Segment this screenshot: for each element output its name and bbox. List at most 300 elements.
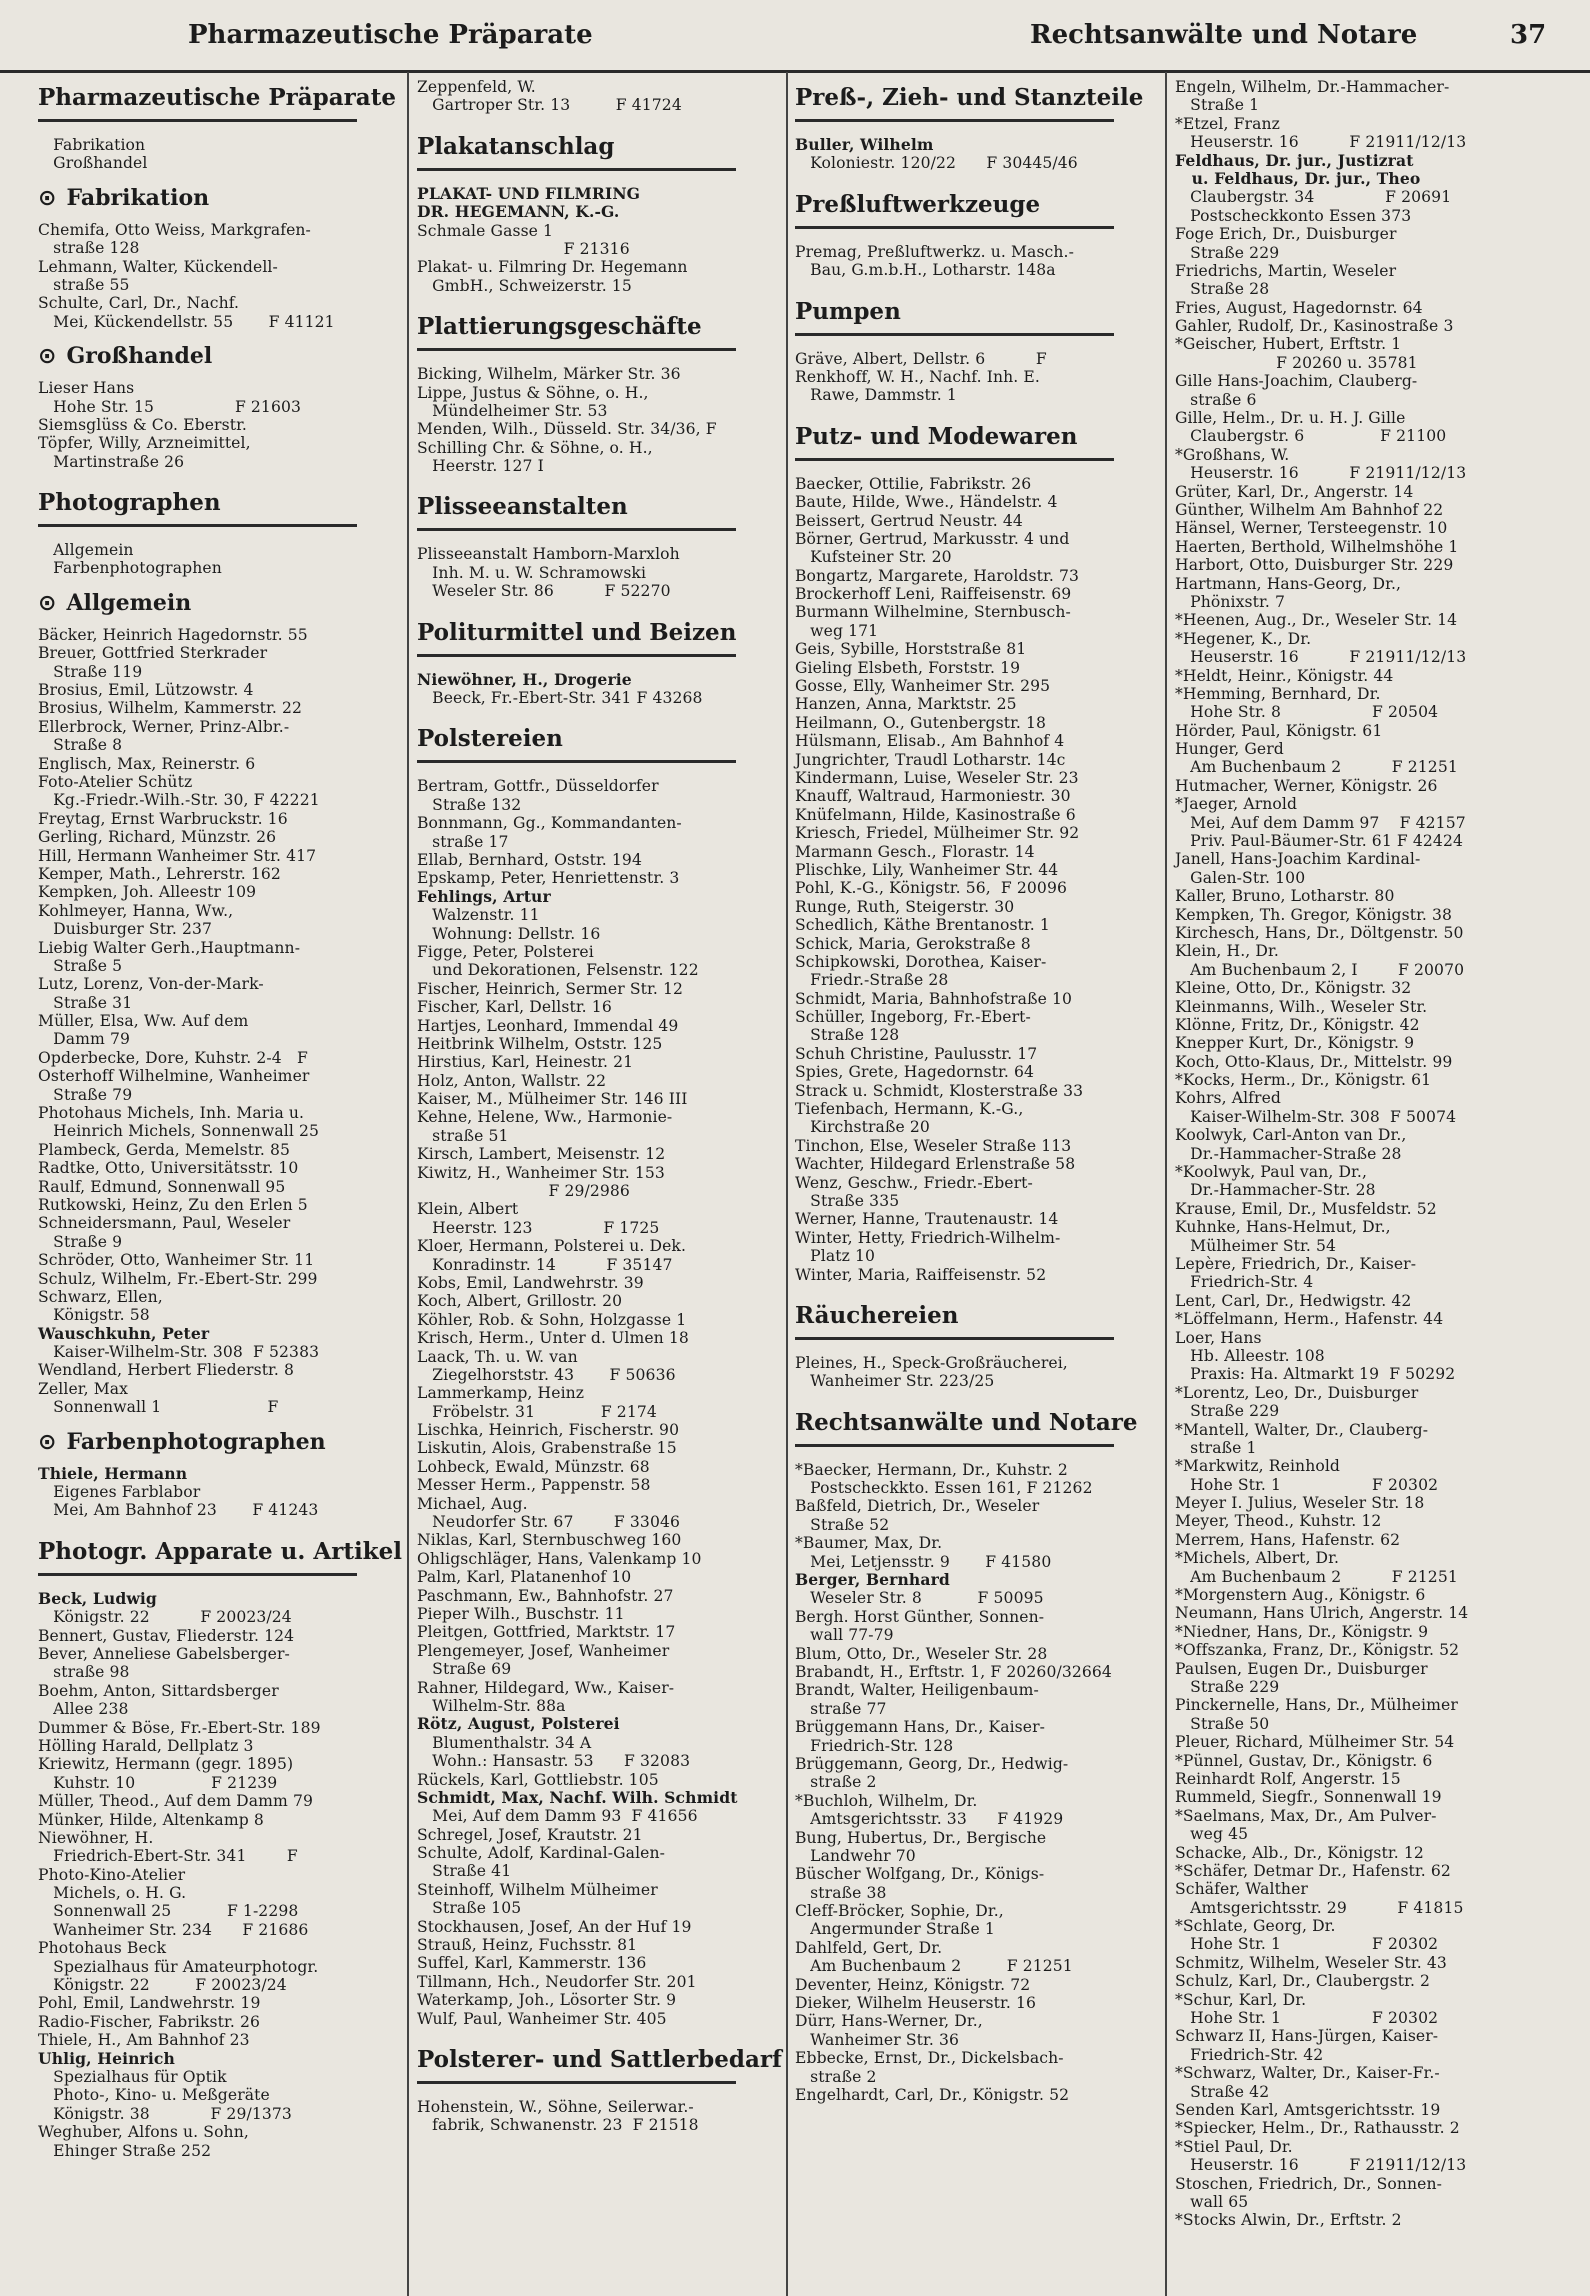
listing-line: Ellab, Bernhard, Oststr. 194 [417,850,642,869]
listing-line: Meyer, Theod., Kuhstr. 12 [1175,1512,1382,1531]
listing-line: Dahlfeld, Gert, Dr. [795,1938,943,1957]
section-heading: Photogr. Apparate u. Artikel [38,1538,357,1576]
listing-line: Köhler, Rob. & Sohn, Holzgasse 1 [417,1310,687,1329]
listing-line: Kempken, Th. Gregor, Königstr. 38 [1175,905,1453,924]
listing-line: Pieper Wilh., Buschstr. 11 [417,1605,625,1623]
listing-line: Baßfeld, Dietrich, Dr., Weseler [795,1497,1040,1516]
listing-line-bold: Thiele, Hermann [38,1463,188,1483]
listing-line: Postscheckkto. Essen 161, F 21262 [795,1479,1093,1498]
column-divider [407,72,409,2296]
listing-line: Münker, Hilde, Altenkamp 8 [38,1810,264,1829]
listing-line: F 21316 [417,239,630,258]
listing-line: Foto-Atelier Schütz [38,772,193,791]
listing-line: Straße 229 [1175,243,1280,262]
listing-line: Claubergstr. 6 F 21100 [1175,427,1447,446]
listing-line: Michael, Aug. [417,1494,528,1513]
section-heading: Plakatanschlag [417,133,736,171]
listing-line: Dr.-Hammacher-Straße 28 [1175,1144,1402,1163]
listing-line: Pleines, H., Speck-Großräucherei, [795,1353,1068,1372]
listing-line: Straße 105 [417,1899,522,1918]
listing-line: Schüller, Ingeborg, Fr.-Ebert- [795,1008,1031,1027]
listing-line: straße 17 [417,832,509,851]
listing-line: Töpfer, Willy, Arzneimittel, [38,434,251,453]
listing-line: Krause, Emil, Dr., Musfeldstr. 52 [1175,1199,1437,1218]
listing-line: Hartmann, Hans-Georg, Dr., [1175,574,1402,593]
listing-line: Hülsmann, Elisab., Am Bahnhof 4 [795,732,1065,751]
listing-line: Wenz, Geschw., Friedr.-Ebert- [795,1173,1033,1192]
listing-line: Reinhardt Rolf, Angerstr. 15 [1175,1769,1401,1788]
listing-line: straße 38 [795,1883,887,1902]
listing-line: Friedrich-Str. 4 [1175,1273,1314,1292]
subsection-heading [38,1429,400,1455]
listing-line: Heinrich Michels, Sonnenwall 25 [38,1122,320,1141]
listing-line: Baecker, Ottilie, Fabrikstr. 26 [795,474,1032,493]
listing-line: Kindermann, Luise, Weseler Str. 23 [795,768,1079,787]
listing-line: Am Buchenbaum 2 F 21251 [1175,1567,1458,1586]
listing-line: Niklas, Karl, Sternbuschweg 160 [417,1531,682,1550]
listing-line: Rawe, Dammstr. 1 [795,386,957,405]
listing-line-bold: DR. HEGEMANN, K.-G. [417,202,620,222]
listing-line: Rummeld, Siegfr., Sonnenwall 19 [1175,1788,1442,1807]
listing-line-bold: Niewöhner, H., Drogerie [417,669,632,689]
listing-line: *Geischer, Hubert, Erftstr. 1 [1175,335,1402,354]
listing-line: Galen-Str. 100 [1175,868,1306,887]
listing-line-bold: u. Feldhaus, Dr. jur., Theo [1175,168,1421,188]
listing-line: Photohaus Beck [38,1939,167,1958]
subsection-heading [38,343,400,369]
listing-line: Wilhelm-Str. 88a [417,1696,566,1715]
listing-line: Schacke, Alb., Dr., Königstr. 12 [1175,1843,1424,1862]
listing-line: Holz, Anton, Wallstr. 22 [417,1071,607,1090]
listing-line: Bäcker, Heinrich Hagedornstr. 55 [38,625,308,644]
listing-line: Kriewitz, Hermann (gegr. 1895) [38,1755,294,1774]
listing-line: Straße 50 [1175,1714,1270,1733]
listing-line: Lohbeck, Ewald, Münzstr. 68 [417,1457,650,1476]
listing-line: straße 6 [1175,390,1257,409]
listing-line: Liskutin, Alois, Grabenstraße 15 [417,1439,677,1458]
listing-line: *Michels, Albert, Dr. [1175,1549,1340,1568]
listing-line: Straße 69 [417,1660,512,1679]
listing-line: Hohe Str. 1 F 20302 [1175,2009,1439,2028]
listing-line: *Niedner, Hans, Dr., Königstr. 9 [1175,1622,1429,1641]
circle-bullet-icon: ⊙ [38,590,57,616]
listing-line: Wanheimer Str. 234 F 21686 [38,1920,309,1939]
listing-line: *Hegener, K., Dr. [1175,629,1312,648]
listing-line: Zeppenfeld, W. [417,78,536,96]
section-heading: Polstereien [417,725,736,763]
listing-line: F 29/2986 [417,1182,630,1201]
listing-line: Lepère, Friedrich, Dr., Kaiser- [1175,1255,1417,1273]
listing-line: Schedlich, Käthe Brentanostr. 1 [795,916,1050,935]
listing-line: Rahner, Hildegard, Ww., Kaiser- [417,1678,675,1697]
listing-line: Neumann, Hans Ulrich, Angerstr. 14 [1175,1604,1469,1623]
listing-line: Hohenstein, W., Söhne, Seilerwar.- [417,2097,694,2116]
listing-line: Weseler Str. 8 F 50095 [795,1589,1044,1608]
listing-line: Börner, Gertrud, Markusstr. 4 und [795,529,1070,548]
listing-line: Strack u. Schmidt, Klosterstraße 33 [795,1081,1084,1100]
listing-line: Am Buchenbaum 2, I F 20070 [1175,960,1465,979]
listing-line: *Hemming, Bernhard, Dr. [1175,684,1381,703]
listing-line: Figge, Peter, Polsterei [417,942,594,961]
listing-line: Brandt, Walter, Heiligenbaum- [795,1681,1039,1700]
listing-line: Mei, Auf dem Damm 97 F 42157 [1175,813,1466,832]
listing-line: Renkhoff, W. H., Nachf. Inh. E. [795,367,1040,386]
listing-line: Koloniestr. 120/22 F 30445/46 [795,154,1078,173]
listing-line: *Offszanka, Franz, Dr., Königstr. 52 [1175,1641,1460,1660]
listing-line: Tiefenbach, Hermann, K.-G., [795,1100,1024,1119]
listing-line: F 20260 u. 35781 [1175,353,1418,372]
listing-line: Hirstius, Karl, Heinestr. 21 [417,1053,634,1072]
listing-line: Kirchesch, Hans, Dr., Döltgenstr. 50 [1175,923,1464,942]
listing-line: Kleinmanns, Wilh., Weseler Str. [1175,997,1428,1016]
listing-line: Gerling, Richard, Münzstr. 26 [38,828,277,847]
listing-line: *Mantell, Walter, Dr., Clauberg- [1175,1420,1429,1439]
listing-line: Großhandel [38,154,148,173]
listing-line: Niewöhner, H. [38,1828,154,1847]
listing-line: Fischer, Heinrich, Sermer Str. 12 [417,979,683,998]
listing-line: Schäfer, Walther [1175,1880,1308,1899]
subsection-heading [38,185,400,211]
listing-line: Heitbrink Wilhelm, Oststr. 125 [417,1034,663,1053]
listing-line: Heuserstr. 16 F 21911/12/13 [1175,648,1467,667]
section-heading: Polsterer- und Sattlerbedarf [417,2046,736,2084]
listing-line: Am Buchenbaum 2 F 21251 [1175,758,1458,777]
section-heading: Plisseeanstalten [417,493,736,531]
listing-line: Bever, Anneliese Gabelsberger- [38,1645,290,1663]
listing-line: Farbenphotographen [38,559,222,578]
listing-line: Friedrich-Str. 42 [1175,2045,1324,2064]
listing-line: Hanzen, Anna, Marktstr. 25 [795,695,1017,714]
section-heading: Plattierungsgeschäfte [417,313,736,351]
listing-line: straße 55 [38,275,130,294]
listing-line: Königstr. 58 [38,1306,150,1325]
listing-line: wall 77-79 [795,1626,894,1645]
listing-line: *Pünnel, Gustav, Dr., Königstr. 6 [1175,1751,1433,1770]
listing-line: Photohaus Michels, Inh. Maria u. [38,1104,305,1123]
listing-line: Kobs, Emil, Landwehrstr. 39 [417,1273,644,1292]
listing-line: Heerstr. 123 F 1725 [417,1218,660,1237]
listing-line: Kleine, Otto, Dr., Königstr. 32 [1175,979,1412,998]
listing-line: Blumenthalstr. 34 A [417,1733,592,1752]
listing-line: Friedr.-Straße 28 [795,971,949,990]
running-header [0,0,1590,73]
listing-line: Lieser Hans [38,379,135,398]
listing-line: Knauff, Waltraud, Harmoniestr. 30 [795,787,1071,806]
listing-line: Kriesch, Friedel, Mülheimer Str. 92 [795,824,1080,843]
listing-line: *Stocks Alwin, Dr., Erftstr. 2 [1175,2211,1402,2230]
listing-line: Strauß, Heinz, Fuchsstr. 81 [417,1936,638,1955]
listing-line: Eigenes Farblabor [38,1483,201,1502]
listing-line: Plambeck, Gerda, Memelstr. 85 [38,1140,291,1159]
listing-line: Gieling Elsbeth, Forststr. 19 [795,658,1021,677]
listing-line: Steinhoff, Wilhelm Mülheimer [417,1880,658,1899]
listing-line: Bung, Hubertus, Dr., Bergische [795,1828,1047,1847]
listing-line: *Heenen, Aug., Dr., Weseler Str. 14 [1175,611,1458,630]
listing-line: Schulte, Carl, Dr., Nachf. [38,294,240,313]
listing-line: Schwarz, Ellen, [38,1287,163,1306]
listing-line: Boehm, Anton, Sittardsberger [38,1681,279,1700]
section-heading: Preßluftwerkzeuge [795,191,1114,229]
listing-line: Kirchstraße 20 [795,1118,930,1137]
listing-line: Brosius, Wilhelm, Kammerstr. 22 [38,699,303,718]
listing-line: Beeck, Fr.-Ebert-Str. 341 F 43268 [417,689,703,708]
listing-line: *Löffelmann, Herm., Hafenstr. 44 [1175,1310,1444,1329]
listing-line: Englisch, Max, Reinerstr. 6 [38,754,256,773]
listing-line: Brockerhoff Leni, Raiffeisenstr. 69 [795,585,1072,604]
listing-line: Schick, Maria, Gerokstraße 8 [795,934,1031,953]
listing-line: Mei, Auf dem Damm 93 F 41656 [417,1807,698,1826]
listing-line: Schneidersmann, Paul, Weseler [38,1214,291,1233]
listing-line: Heuserstr. 16 F 21911/12/13 [1175,133,1467,152]
listing-line: Pleuer, Richard, Mülheimer Str. 54 [1175,1733,1455,1752]
listing-line: Dieker, Wilhelm Heuserstr. 16 [795,1994,1036,2013]
listing-line: Mülheimer Str. 54 [1175,1236,1336,1255]
directory-column-1 [38,78,400,2160]
listing-line: *Morgenstern Aug., Königstr. 6 [1175,1586,1426,1605]
listing-line: Ellerbrock, Werner, Prinz-Albr.- [38,717,290,736]
section-heading: Pumpen [795,298,1114,336]
listing-line: Hill, Hermann Wanheimer Str. 417 [38,846,317,865]
listing-line: Friedrich-Str. 128 [795,1736,954,1755]
header-left-title: Pharmazeutische Präparate [188,20,593,50]
listing-line: Weghuber, Alfons u. Sohn, [38,2123,249,2142]
listing-line: Wanheimer Str. 223/25 [795,1372,995,1391]
listing-line: Lehmann, Walter, Kückendell- [38,257,278,276]
listing-line: weg 171 [795,621,879,640]
listing-line: *Buchloh, Wilhelm, Dr. [795,1791,978,1810]
listing-line: Lippe, Justus & Söhne, o. H., [417,383,649,402]
listing-line: Schulz, Wilhelm, Fr.-Ebert-Str. 299 [38,1269,318,1288]
listing-line: Kehne, Helene, Ww., Harmonie- [417,1108,673,1127]
listing-line: Straße 5 [38,956,123,975]
listing-line: Waterkamp, Joh., Lösorter Str. 9 [417,1991,677,2010]
circle-bullet-icon: ⊙ [38,185,57,211]
listing-line: Schröder, Otto, Wanheimer Str. 11 [38,1251,315,1270]
listing-line: Kaller, Bruno, Lotharstr. 80 [1175,887,1395,906]
listing-line-bold: Beck, Ludwig [38,1588,157,1608]
listing-line: *Kocks, Herm., Dr., Königstr. 61 [1175,1071,1432,1090]
listing-line: Fischer, Karl, Dellstr. 16 [417,998,612,1017]
listing-line: Radtke, Otto, Universitätsstr. 10 [38,1159,299,1178]
listing-line: Lischka, Heinrich, Fischerstr. 90 [417,1421,680,1440]
listing-line: Stockhausen, Josef, An der Huf 19 [417,1917,692,1936]
listing-line-bold: Fehlings, Artur [417,886,551,906]
listing-line: Senden Karl, Amtsgerichtsstr. 19 [1175,2100,1441,2119]
listing-line: Amtsgerichtsstr. 33 F 41929 [795,1810,1064,1829]
listing-line: *Spiecker, Helm., Dr., Rathausstr. 2 [1175,2119,1460,2138]
listing-line: Straße 132 [417,795,522,814]
listing-line: Allgemein [38,541,134,560]
listing-line: Sonnenwall 1 F [38,1398,279,1417]
listing-line: Grüter, Karl, Dr., Angerstr. 14 [1175,482,1414,501]
listing-line: Wulf, Paul, Wanheimer Str. 405 [417,2009,667,2028]
listing-line: Günther, Wilhelm Am Bahnhof 22 [1175,500,1444,519]
listing-line: Thiele, H., Am Bahnhof 23 [38,2031,250,2050]
listing-line: *Baecker, Hermann, Dr., Kuhstr. 2 [795,1460,1068,1479]
listing-line: Stoschen, Friedrich, Dr., Sonnen- [1175,2174,1443,2193]
listing-line: Gille, Helm., Dr. u. H. J. Gille [1175,409,1406,428]
column-divider [1165,72,1167,2296]
listing-line: Weseler Str. 86 F 52270 [417,582,671,601]
section-heading: Preß-, Zieh- und Stanzteile [795,84,1114,122]
listing-line: Neudorfer Str. 67 F 33046 [417,1513,681,1532]
listing-line: Osterhoff Wilhelmine, Wanheimer [38,1067,310,1086]
listing-line: Gahler, Rudolf, Dr., Kasinostraße 3 [1175,317,1454,336]
listing-line: Heilmann, O., Gutenbergstr. 18 [795,713,1047,732]
listing-line: Martinstraße 26 [38,452,185,471]
listing-line: Klein, H., Dr. [1175,942,1279,961]
listing-line-bold: Rötz, August, Polsterei [417,1714,620,1734]
listing-line: Paschmann, Ew., Bahnhofstr. 27 [417,1586,674,1605]
listing-line: Klönne, Fritz, Dr., Königstr. 42 [1175,1015,1420,1034]
listing-line: fabrik, Schwanenstr. 23 F 21518 [417,2116,699,2135]
listing-line: Heuserstr. 16 F 21911/12/13 [1175,2156,1467,2175]
listing-line: Menden, Wilh., Düsseld. Str. 34/36, F [417,420,717,439]
listing-line: Hb. Alleestr. 108 [1175,1346,1325,1365]
listing-line: Mündelheimer Str. 53 [417,401,608,420]
section-heading: Photographen [38,489,357,527]
listing-line: Schmidt, Maria, Bahnhofstraße 10 [795,989,1073,1008]
listing-line: Premag, Preßluftwerkz. u. Masch.- [795,242,1074,261]
listing-line: Straße 229 [1175,1677,1280,1696]
listing-line: Epskamp, Peter, Henriettenstr. 3 [417,869,680,888]
directory-column-4 [1175,78,1565,2230]
listing-line: Engeln, Wilhelm, Dr.-Hammacher- [1175,78,1450,96]
listing-line: Friedrich-Ebert-Str. 341 F [38,1847,298,1866]
listing-line: Pohl, Emil, Landwehrstr. 19 [38,1994,261,2013]
listing-line: Loer, Hans [1175,1328,1262,1347]
listing-line: Knüfelmann, Hilde, Kasinostraße 6 [795,805,1076,824]
listing-line: Bertram, Gottfr., Düsseldorfer [417,777,659,796]
listing-line: Landwehr 70 [795,1846,916,1865]
listing-line: Gosse, Elly, Wanheimer Str. 295 [795,677,1051,696]
listing-line: Straße 9 [38,1232,123,1251]
listing-line: straße 2 [795,1773,877,1792]
listing-line: Bonnmann, Gg., Kommandanten- [417,814,682,833]
listing-line: Claubergstr. 34 F 20691 [1175,188,1452,207]
listing-line: Deventer, Heinz, Königstr. 72 [795,1975,1031,1994]
listing-line: Müller, Elsa, Ww. Auf dem [38,1012,249,1031]
listing-line: Lent, Carl, Dr., Hedwigstr. 42 [1175,1291,1412,1310]
subsection-label: Großhandel [66,343,213,370]
listing-line: Straße 8 [38,736,123,755]
listing-line-bold: Feldhaus, Dr. jur., Justizrat [1175,150,1414,170]
listing-line: Kohlmeyer, Hanna, Ww., [38,901,234,920]
subsection-heading [38,590,400,616]
listing-line: Dürr, Hans-Werner, Dr., [795,2012,983,2031]
listing-line: Photo-Kino-Atelier [38,1865,186,1884]
listing-line: Schregel, Josef, Krautstr. 21 [417,1825,643,1844]
listing-line: Brüggemann Hans, Dr., Kaiser- [795,1718,1046,1737]
listing-line: Pohl, K.-G., Königstr. 56, F 20096 [795,879,1067,898]
listing-line-bold: Wauschkuhn, Peter [38,1323,210,1343]
listing-line: Siemsglüss & Co. Eberstr. [38,415,247,434]
directory-column-3 [795,78,1157,2104]
listing-line: Brabandt, H., Erftstr. 1, F 20260/32664 [795,1663,1112,1681]
listing-line: Liebig Walter Gerh.,Hauptmann- [38,938,301,957]
listing-line: Ebbecke, Ernst, Dr., Dickelsbach- [795,2049,1064,2068]
listing-line: Kaiser, M., Mülheimer Str. 146 III [417,1090,688,1109]
listing-line: GmbH., Schweizerstr. 15 [417,276,632,295]
section-heading: Pharmazeutische Präparate [38,84,357,122]
page-number: 37 [1510,20,1547,50]
listing-line: Plischke, Lily, Wanheimer Str. 44 [795,860,1059,879]
listing-line: *Koolwyk, Paul van, Dr., [1175,1163,1368,1182]
listing-line: Kufsteiner Str. 20 [795,548,952,567]
listing-line: Brüggemann, Georg, Dr., Hedwig- [795,1754,1069,1773]
listing-line: Am Buchenbaum 2 F 21251 [795,1957,1073,1976]
listing-line: *Jaeger, Arnold [1175,795,1298,814]
subsection-label: Fabrikation [66,184,210,211]
listing-line: Wendland, Herbert Fliederstr. 8 [38,1361,295,1380]
listing-line: Damm 79 [38,1030,131,1049]
listing-line: Spezialhaus für Optik [38,2067,227,2086]
listing-line: Koch, Otto-Klaus, Dr., Mittelstr. 99 [1175,1052,1453,1071]
listing-line: Allee 238 [38,1700,129,1719]
listing-line: Bergh. Horst Günther, Sonnen- [795,1607,1045,1626]
column-divider [786,72,788,2296]
listing-line: Wanheimer Str. 36 [795,2030,960,2049]
listing-line: Bongartz, Margarete, Haroldstr. 73 [795,566,1079,585]
listing-line: Straße 42 [1175,2082,1270,2101]
listing-line: Schmale Gasse 1 [417,221,554,240]
listing-line: *Schwarz, Walter, Dr., Kaiser-Fr.- [1175,2064,1440,2083]
listing-line: Merrem, Hans, Hafenstr. 62 [1175,1530,1401,1549]
listing-line: Schulz, Karl, Dr., Claubergstr. 2 [1175,1972,1431,1991]
listing-line: straße 128 [38,239,140,258]
listing-line: Angermunder Straße 1 [795,1920,995,1939]
section-heading: Putz- und Modewaren [795,423,1114,461]
section-heading: Politurmittel und Beizen [417,619,736,657]
listing-line: Michels, o. H. G. [38,1884,187,1903]
listing-line: Dummer & Böse, Fr.-Ebert-Str. 189 [38,1718,321,1737]
listing-line: *Etzel, Franz [1175,114,1280,133]
listing-line: Suffel, Karl, Kammerstr. 136 [417,1954,647,1973]
listing-line: Kg.-Friedr.-Wilh.-Str. 30, F 42221 [38,791,320,810]
listing-line: Schwarz II, Hans-Jürgen, Kaiser- [1175,2027,1439,2046]
listing-line: Mei, Am Bahnhof 23 F 41243 [38,1501,319,1520]
listing-line: Postscheckkonto Essen 373 [1175,206,1412,225]
listing-line: Straße 229 [1175,1402,1280,1421]
listing-line: *Markwitz, Reinhold [1175,1457,1340,1476]
listing-line-bold: Schmidt, Max, Nachf. Wilh. Schmidt [417,1787,738,1807]
listing-line: Schuh Christine, Paulusstr. 17 [795,1044,1038,1063]
listing-line: Winter, Maria, Raiffeisenstr. 52 [795,1265,1047,1284]
circle-bullet-icon: ⊙ [38,1429,57,1455]
listing-line: *Schäfer, Detmar Dr., Hafenstr. 62 [1175,1861,1451,1880]
listing-line: Spezialhaus für Amateurphotogr. [38,1957,319,1976]
listing-line: Zeller, Max [38,1379,129,1398]
listing-line: Bicking, Wilhelm, Märker Str. 36 [417,365,681,384]
listing-line: Koch, Albert, Grillostr. 20 [417,1292,623,1311]
listing-line: Schilling Chr. & Söhne, o. H., [417,438,653,457]
listing-line: Engelhardt, Carl, Dr., Königstr. 52 [795,2085,1070,2104]
listing-line: *Baumer, Max, Dr. [795,1534,943,1553]
listing-line: Hölling Harald, Dellplatz 3 [38,1736,254,1755]
listing-line: Kempken, Joh. Alleestr 109 [38,883,257,902]
listing-line: Opderbecke, Dore, Kuhstr. 2-4 F [38,1048,308,1067]
listing-line: Burmann Wilhelmine, Sternbusch- [795,603,1071,622]
listing-line: Hartjes, Leonhard, Immendal 49 [417,1016,679,1035]
listing-line: Hänsel, Werner, Tersteegenstr. 10 [1175,519,1448,538]
listing-line: Duisburger Str. 237 [38,920,213,939]
listing-line: Spies, Grete, Hagedornstr. 64 [795,1063,1034,1082]
circle-bullet-icon: ⊙ [38,344,57,370]
listing-line-bold: PLAKAT- UND FILMRING [417,183,641,203]
listing-line: straße 77 [795,1699,887,1718]
listing-line: Gartroper Str. 13 F 41724 [417,96,682,115]
listing-line: Rückels, Karl, Gottliebstr. 105 [417,1770,659,1789]
